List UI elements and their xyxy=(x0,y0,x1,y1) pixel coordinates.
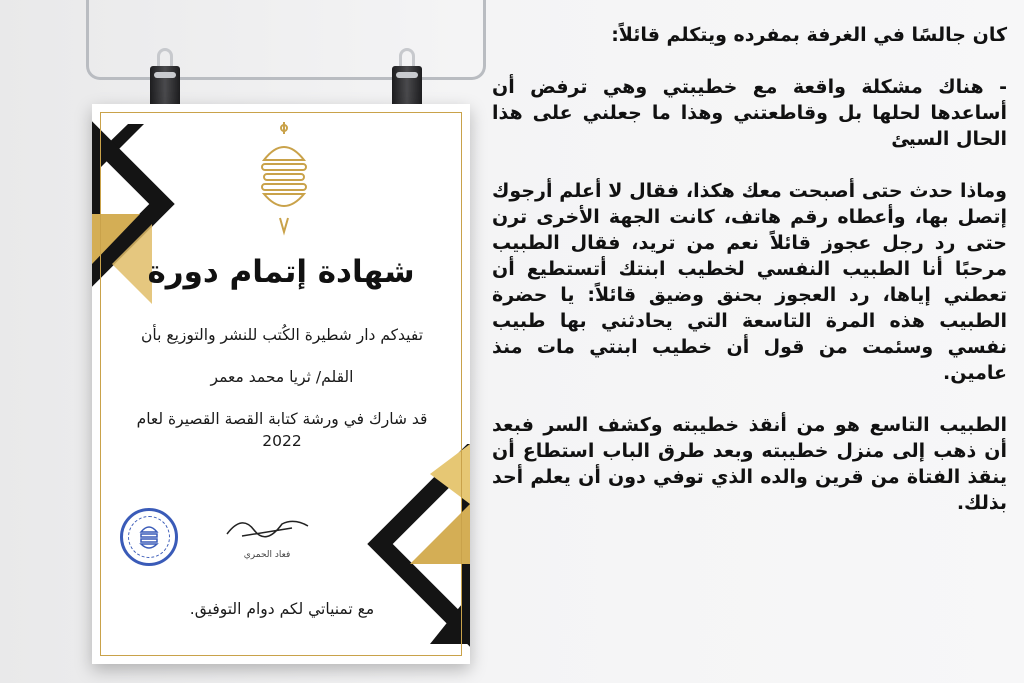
certificate-year: 2022 xyxy=(262,432,302,450)
story-paragraph-3: وماذا حدث حتى أصبحت معك هكذا، فقال لا أعلم أرجوك إتصل بها، وأعطاه رقم هاتف، كانت الجهة الأخرى ترن حتى رد رجل عجوز قائلاً نعم من تريد، فقال الطبيب مرحبًا أنا الطبيب النفسي لخطيب ابنتك أتستطيع أن تعطني إياها، رد العجوز بحنق وضيق قائلاً: يا حضرة الطبيب هذه المرة التاسعة التي يحادثني بها طبيب نفسي وسئمت من قول أن خطيب ابنتي مات منذ عامين. xyxy=(492,180,1007,384)
workshop-line: قد شارك في ورشة كتابة القصة القصيرة لعام xyxy=(136,410,428,428)
closing-text: مع تمنياتي لكم دوام التوفيق. xyxy=(189,600,375,618)
certificate-poster xyxy=(92,104,470,664)
certificate-intro-line: تفيدكم دار شطيرة الكُتب للنشر والتوزيع بأن xyxy=(140,326,424,344)
certificate-border xyxy=(100,112,462,656)
story-paragraph-1: كان جالسًا في الغرفة بمفرده ويتكلم قائلاً: xyxy=(611,24,1007,46)
story-text xyxy=(492,22,1007,516)
story-paragraph-2: - هناك مشكلة واقعة مع خطيبتي وهي ترفض أن أساعدها لحلها بل وقاطعتني وهذا ما جعلني على هذا الحال السيئ xyxy=(492,76,1007,150)
signature-name: فعاد الحمري xyxy=(243,550,291,560)
certificate-title: شهادة إتمام دورة xyxy=(147,254,415,290)
hanger-wire xyxy=(86,0,486,80)
story-paragraph-4: الطبيب التاسع هو من أنقذ خطيبته وكشف السر فبعد أن ذهب إلى منزل خطيبته وبعد طرق الباب استطاع أن ينقذ الفتاة من قرين والده الذي توفي دون أن يعلم أحد بذلك. xyxy=(492,414,1007,514)
recipient-name: القلم/ ثريا محمد معمر xyxy=(210,368,354,386)
